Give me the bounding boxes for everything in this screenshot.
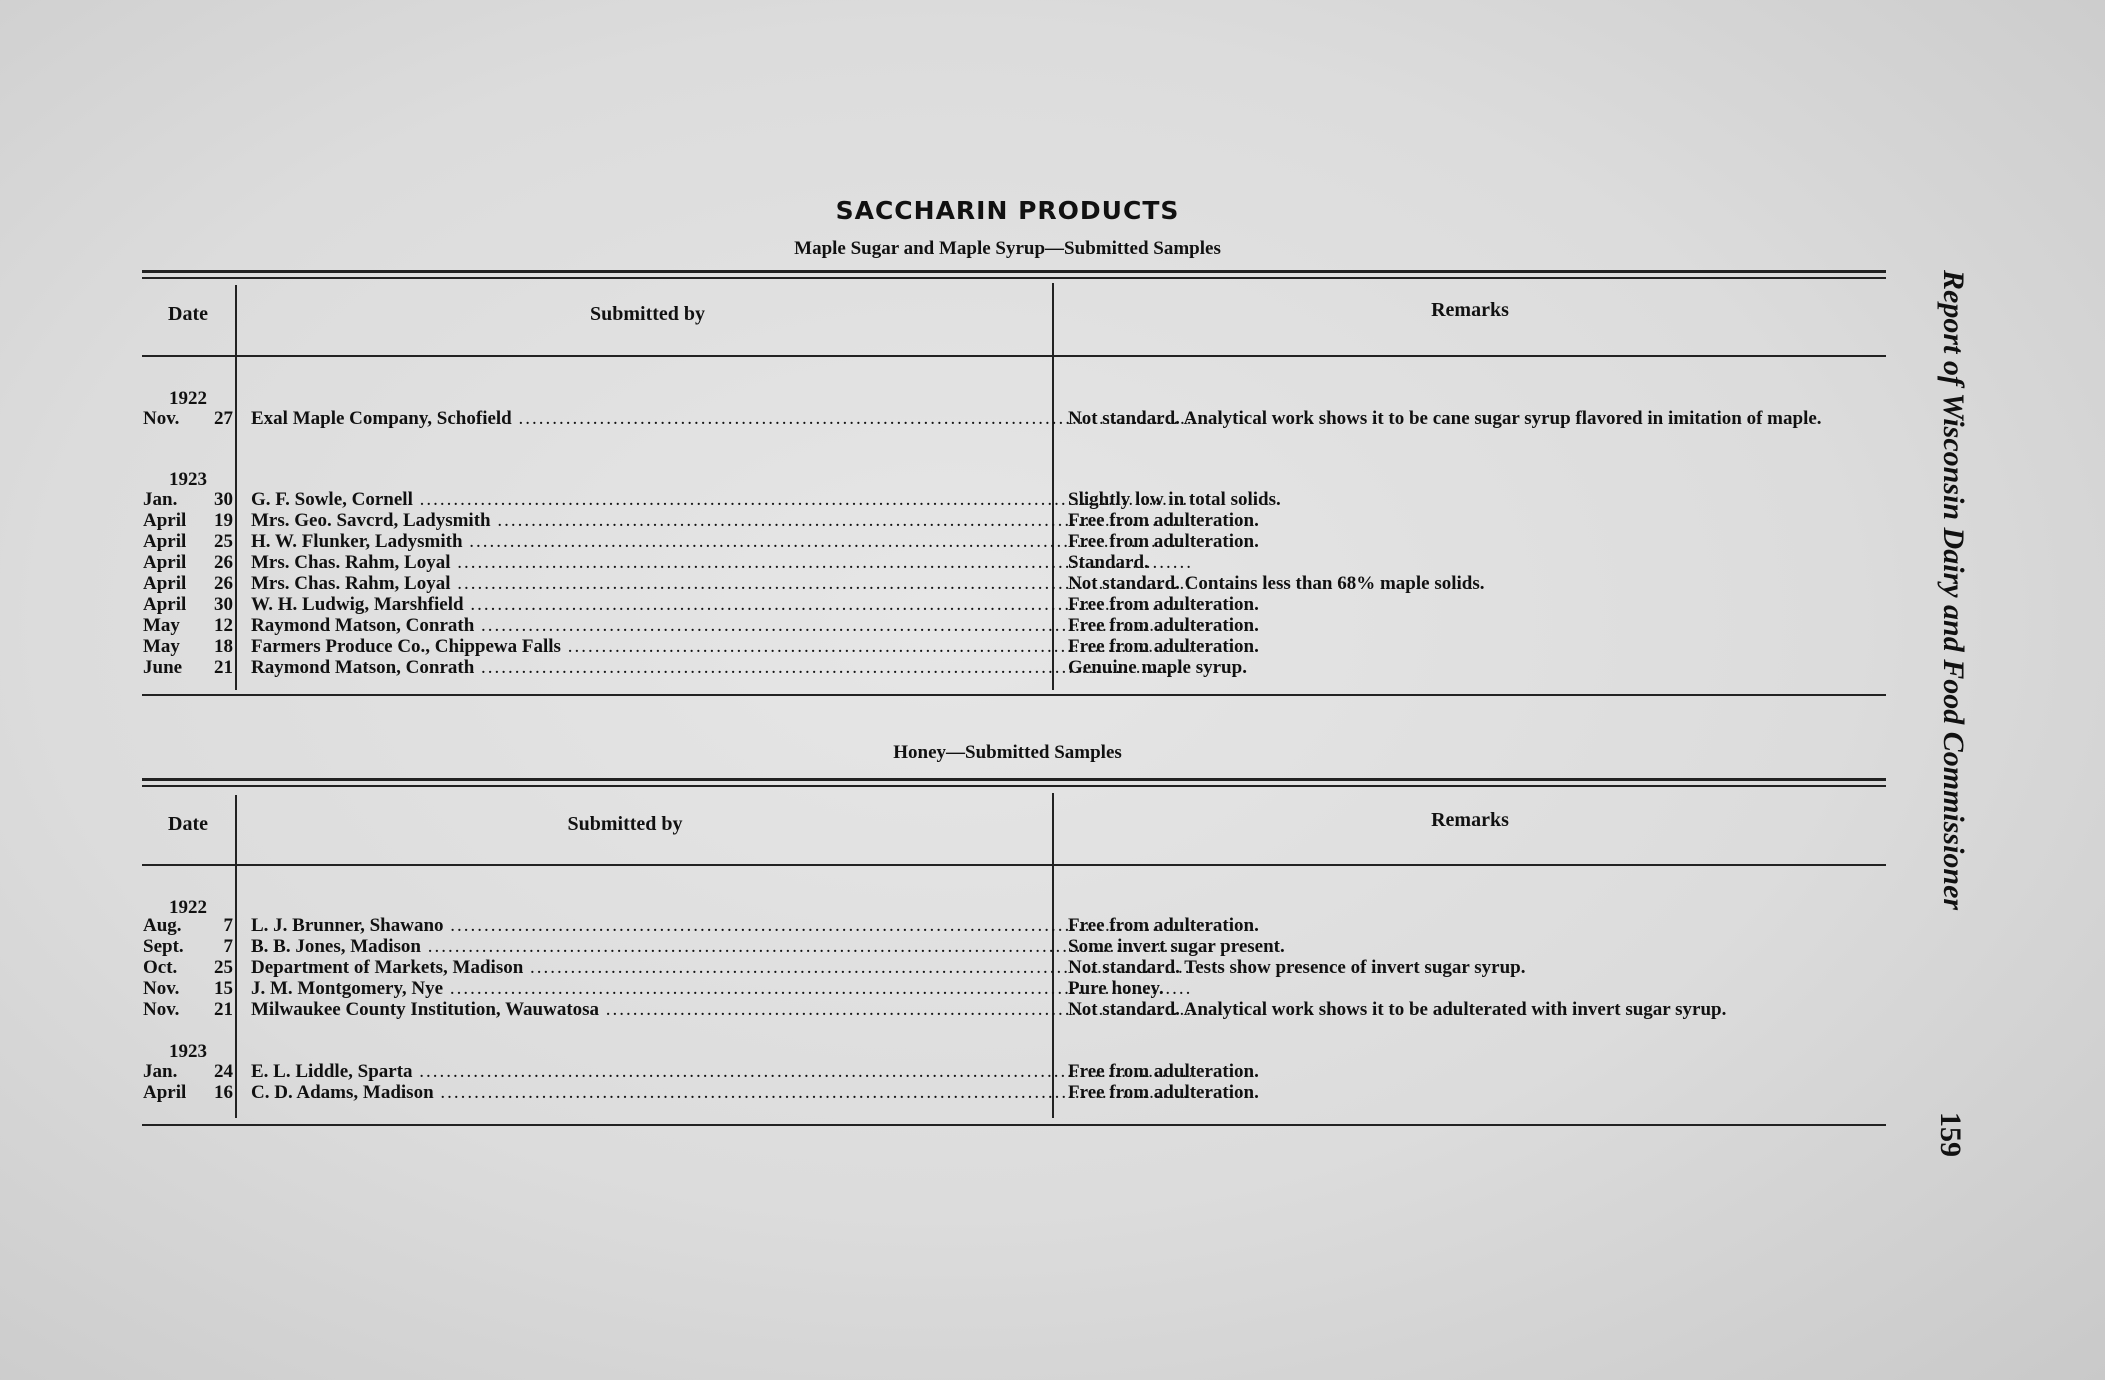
row-day: 19: [214, 510, 233, 531]
row-submitted-by: L. J. Brunner, Shawano .....: [251, 915, 1191, 936]
row-submitted-by: Milwaukee County Institution, Wauwatosa .....: [251, 999, 1191, 1020]
row-submitted-by: C. D. Adams, Madison .....: [251, 1082, 1191, 1103]
maple-table-subtitle: Maple Sugar and Maple Syrup—Submitted Samples: [794, 238, 1221, 259]
row-day: 16: [214, 1082, 233, 1103]
row-month: Nov.: [143, 978, 180, 999]
row-remarks: Slightly low in total solids.: [1068, 489, 1281, 510]
row-month: Jan.: [143, 489, 178, 510]
row-submitted-by: Department of Markets, Madison .....: [251, 957, 1191, 978]
row-remarks: Not standard. Tests show presence of invert sugar syrup.: [1068, 957, 1526, 978]
row-day: 30: [214, 594, 233, 615]
row-remarks: Not standard. Contains less than 68% maple solids.: [1068, 573, 1485, 594]
row-month: April: [143, 510, 187, 531]
row-remarks: Pure honey.: [1068, 978, 1164, 999]
maple-header-remarks: Remarks: [1431, 299, 1509, 321]
row-month: April: [143, 594, 187, 615]
row-month: April: [143, 552, 187, 573]
running-head: Report of Wisconsin Dairy and Food Commissioner: [1937, 270, 1970, 911]
honey-bottom-rule: [142, 1124, 1886, 1126]
row-remarks: Genuine maple syrup.: [1068, 657, 1247, 678]
honey-header-remarks: Remarks: [1431, 809, 1509, 831]
honey-top-rule-2: [142, 785, 1886, 787]
row-submitted-by: G. F. Sowle, Cornell .....: [251, 489, 1191, 510]
row-day: 26: [214, 573, 233, 594]
honey-top-rule: [142, 778, 1886, 781]
row-month: April: [143, 1082, 187, 1103]
row-remarks: Free from adulteration.: [1068, 915, 1259, 936]
page-title: SACCHARIN PRODUCTS: [835, 196, 1180, 225]
row-month: June: [143, 657, 183, 678]
row-day: 18: [214, 636, 233, 657]
row-remarks: Free from adulteration.: [1068, 1061, 1259, 1082]
row-remarks: Free from adulteration.: [1068, 1082, 1259, 1103]
maple-col-divider-1: [235, 285, 237, 690]
row-submitted-by: E. L. Liddle, Sparta .....: [251, 1061, 1191, 1082]
row-submitted-by: Mrs. Chas. Rahm, Loyal .....: [251, 573, 1191, 594]
row-day: 24: [214, 1061, 233, 1082]
row-day: 7: [223, 915, 233, 936]
page-number: 159: [1934, 1112, 1967, 1157]
row-remarks: Some invert sugar present.: [1068, 936, 1285, 957]
row-month: May: [143, 615, 180, 636]
row-submitted-by: B. B. Jones, Madison .....: [251, 936, 1191, 957]
row-day: 21: [214, 999, 233, 1020]
row-submitted-by: Farmers Produce Co., Chippewa Falls .....: [251, 636, 1191, 657]
row-day: 12: [214, 615, 233, 636]
row-submitted-by: Raymond Matson, Conrath .....: [251, 657, 1191, 678]
row-month: Nov.: [143, 408, 180, 429]
row-day: 25: [214, 957, 233, 978]
row-remarks: Free from adulteration.: [1068, 510, 1259, 531]
row-day: 7: [223, 936, 233, 957]
row-month: Sept.: [143, 936, 184, 957]
row-day: 15: [214, 978, 233, 999]
honey-year-1922: 1922: [169, 897, 207, 918]
honey-year-1923: 1923: [169, 1041, 207, 1062]
row-day: 21: [214, 657, 233, 678]
maple-header-submitted-by: Submitted by: [589, 303, 706, 325]
row-submitted-by: Exal Maple Company, Schofield .....: [251, 408, 1191, 429]
row-submitted-by: Mrs. Geo. Savcrd, Ladysmith .....: [251, 510, 1191, 531]
honey-header-rule: [142, 864, 1886, 866]
row-submitted-by: Mrs. Chas. Rahm, Loyal .....: [251, 552, 1191, 573]
row-month: Aug.: [143, 915, 182, 936]
row-submitted-by: H. W. Flunker, Ladysmith .....: [251, 531, 1191, 552]
row-month: April: [143, 531, 187, 552]
maple-bottom-rule: [142, 694, 1886, 696]
row-submitted-by: W. H. Ludwig, Marshfield .....: [251, 594, 1191, 615]
row-remarks: Not standard. Analytical work shows it to be cane sugar syrup flavored in imitation of maple.: [1068, 408, 1822, 429]
honey-col-divider-1: [235, 795, 237, 1118]
honey-header-submitted-by: Submitted by: [567, 813, 683, 835]
row-remarks: Free from adulteration.: [1068, 636, 1259, 657]
row-day: 25: [214, 531, 233, 552]
maple-top-rule-2: [142, 277, 1886, 279]
row-month: April: [143, 573, 187, 594]
row-submitted-by: Raymond Matson, Conrath .....: [251, 615, 1191, 636]
row-remarks: Free from adulteration.: [1068, 531, 1259, 552]
row-month: Oct.: [143, 957, 178, 978]
row-remarks: Standard.: [1068, 552, 1149, 573]
row-month: May: [143, 636, 180, 657]
maple-header-rule: [142, 355, 1886, 357]
maple-header-date: Date: [168, 303, 208, 325]
maple-year-1922: 1922: [169, 388, 207, 409]
row-remarks: Free from adulteration.: [1068, 594, 1259, 615]
maple-top-rule: [142, 270, 1886, 273]
honey-header-date: Date: [168, 813, 208, 835]
row-day: 30: [214, 489, 233, 510]
row-month: Jan.: [143, 1061, 178, 1082]
row-month: Nov.: [143, 999, 180, 1020]
row-submitted-by: J. M. Montgomery, Nye .....: [251, 978, 1191, 999]
maple-year-1923: 1923: [169, 469, 207, 490]
row-day: 26: [214, 552, 233, 573]
honey-table-subtitle: Honey—Submitted Samples: [893, 742, 1122, 763]
row-remarks: Free from adulteration.: [1068, 615, 1259, 636]
row-day: 27: [214, 408, 233, 429]
row-remarks: Not standard. Analytical work shows it to be adulterated with invert sugar syrup.: [1068, 999, 1727, 1020]
